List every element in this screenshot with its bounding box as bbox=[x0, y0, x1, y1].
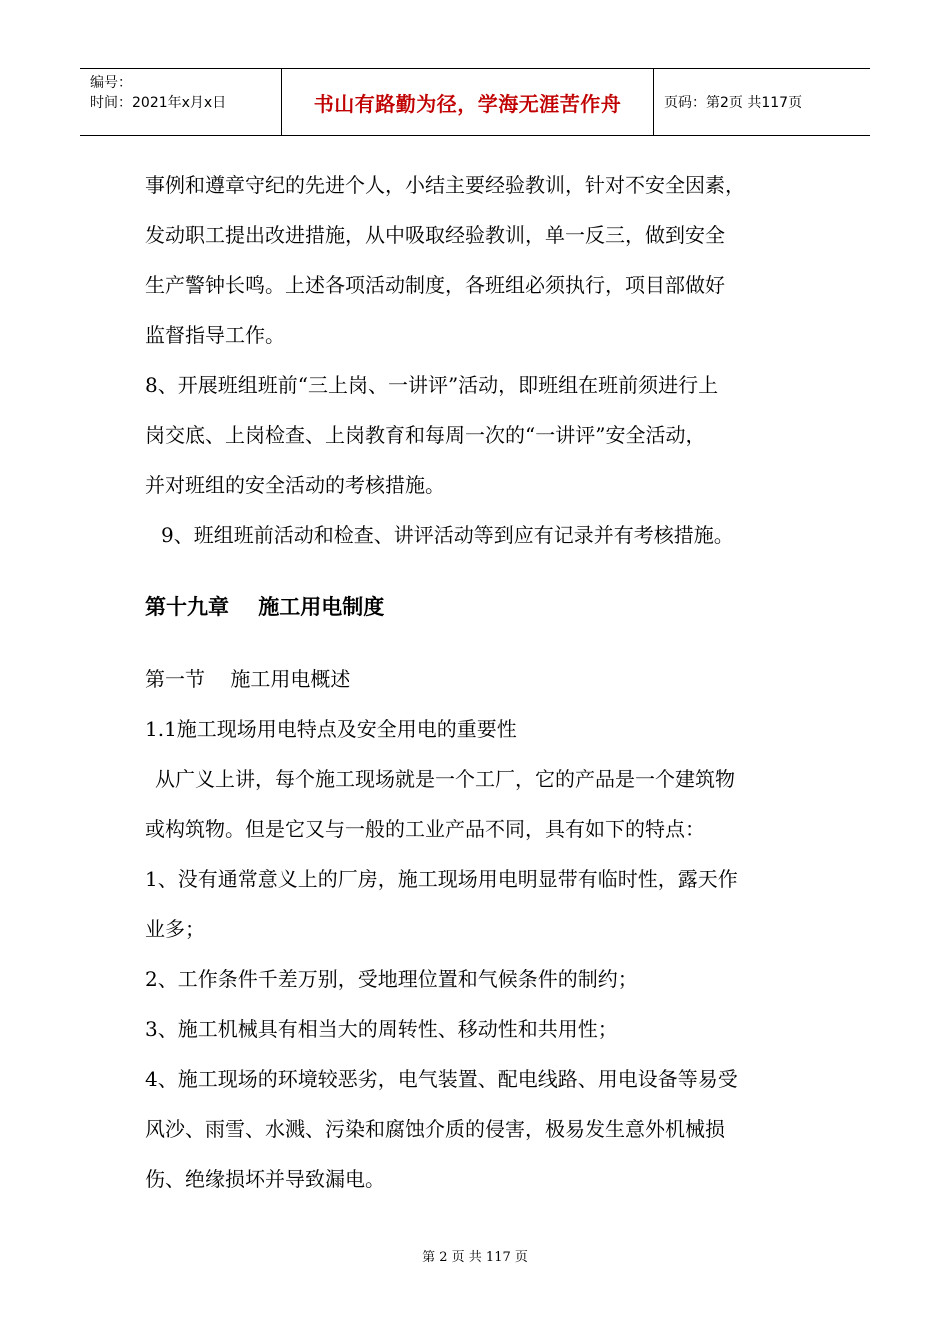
document-time-label: 时间：2021年x月x日 bbox=[90, 95, 227, 111]
header-meta bbox=[80, 69, 282, 135]
list-item: 2、工作条件千差万别，受地理位置和气候条件的制约； bbox=[145, 967, 638, 991]
body-line: 岗交底、上岗检查、上岗教育和每周一次的“一讲评”安全活动， bbox=[145, 423, 706, 447]
document-body bbox=[145, 160, 825, 1204]
body-line: 生产警钟长鸣。上述各项活动制度，各班组必须执行，项目部做好 bbox=[145, 273, 725, 297]
chapter-title: 第十九章 施工用电制度 bbox=[145, 595, 385, 619]
list-item-continued: 风沙、雨雪、水溅、污染和腐蚀介质的侵害，极易发生意外机械损 bbox=[145, 1117, 725, 1141]
body-line: 并对班组的安全活动的考核措施。 bbox=[145, 473, 445, 497]
body-line: 监督指导工作。 bbox=[145, 323, 285, 347]
body-line: 事例和遵章守纪的先进个人，小结主要经验教训，针对不安全因素， bbox=[145, 173, 745, 197]
header-motto: 书山有路勤为径，学海无涯苦作舟 bbox=[282, 69, 654, 135]
page-footer: 第 2 页 共 117 页 bbox=[422, 1250, 528, 1265]
body-line: 8、开展班组班前“三上岗、一讲评”活动，即班组在班前须进行上 bbox=[145, 373, 719, 397]
header-page-info: 页码：第2页 共117页 bbox=[664, 95, 803, 111]
body-line: 或构筑物。但是它又与一般的工业产品不同，具有如下的特点： bbox=[145, 817, 705, 841]
body-line: 发动职工提出改进措施，从中吸取经验教训，单一反三，做到安全 bbox=[145, 223, 725, 247]
subsection-title: 1.1施工现场用电特点及安全用电的重要性 bbox=[145, 717, 517, 741]
list-item-continued: 伤、绝缘损坏并导致漏电。 bbox=[145, 1167, 385, 1191]
document-number-label: 编号： bbox=[90, 75, 132, 91]
page-header bbox=[80, 68, 870, 136]
list-item: 4、施工现场的环境较恶劣，电气装置、配电线路、用电设备等易受 bbox=[145, 1067, 738, 1091]
body-line: 从广义上讲，每个施工现场就是一个工厂，它的产品是一个建筑物 bbox=[155, 767, 735, 791]
body-line: 9、班组班前活动和检查、讲评活动等到应有记录并有考核措施。 bbox=[161, 523, 734, 547]
list-item-continued: 业多； bbox=[145, 917, 205, 941]
list-item: 1、没有通常意义上的厂房，施工现场用电明显带有临时性，露天作 bbox=[145, 867, 738, 891]
list-item: 3、施工机械具有相当大的周转性、移动性和共用性； bbox=[145, 1017, 618, 1041]
section-title: 第一节 施工用电概述 bbox=[145, 667, 351, 691]
